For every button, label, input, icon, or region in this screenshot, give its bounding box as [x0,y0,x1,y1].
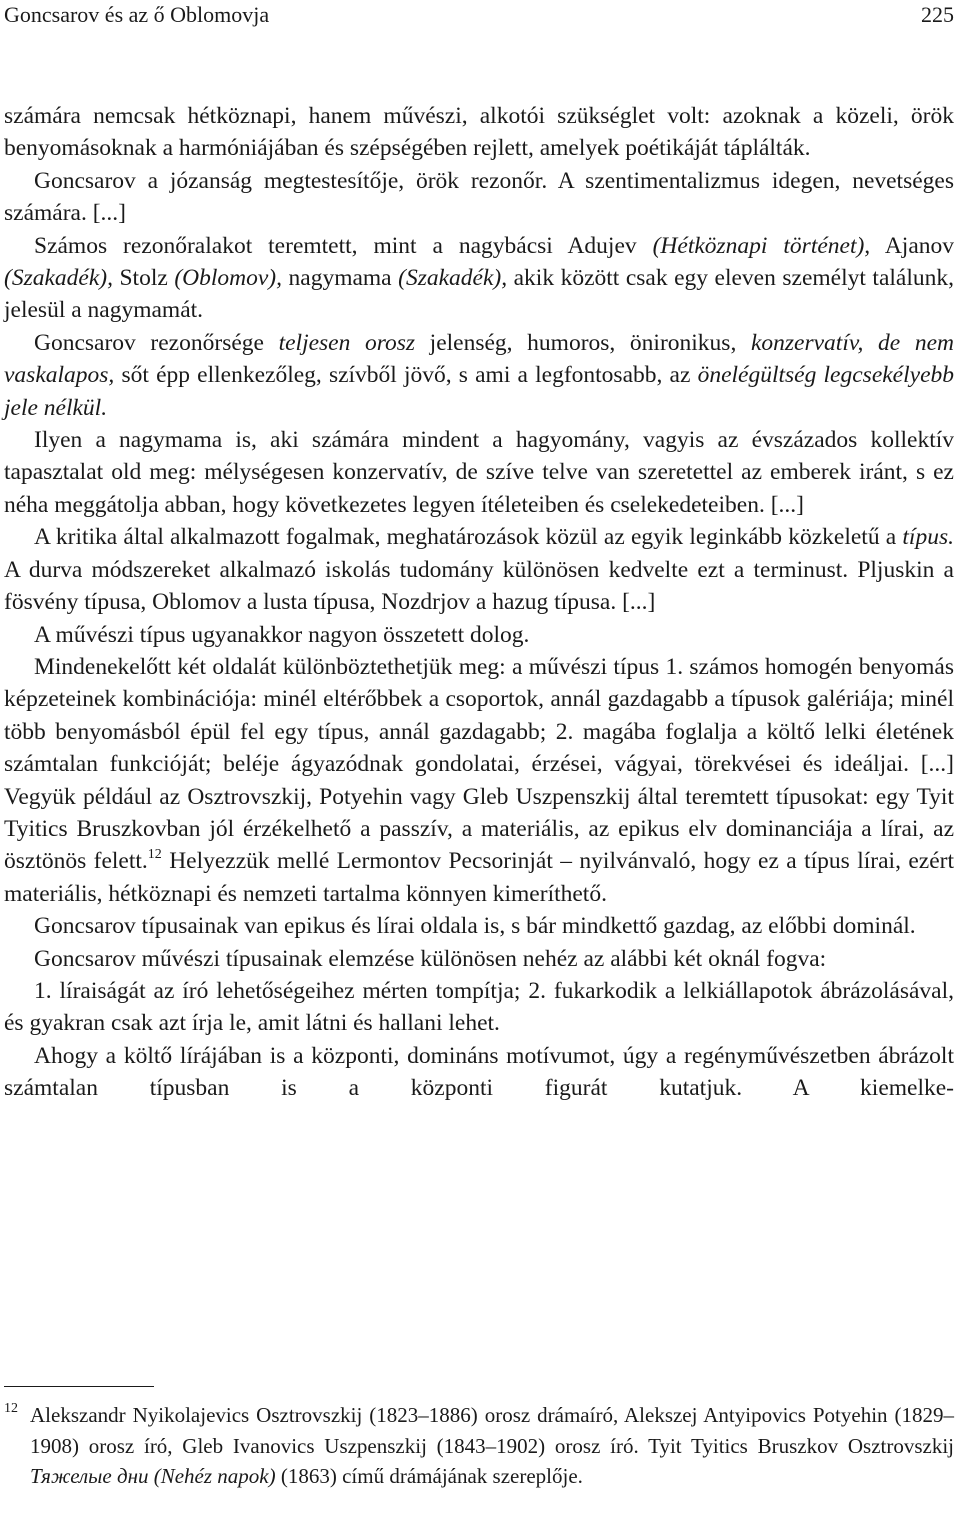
italic-text: (Szakadék), [4,265,113,292]
text-run: A művészi típus ugyanakkor nagyon összetett dolog. [34,621,530,648]
text-run: Goncsarov típusainak van epikus és lírai oldala is, s bár mindkettő gazdag, az előbbi dominál. [34,913,916,940]
italic-text: (Hétköznapi történet), [652,232,871,259]
paragraph [4,165,954,230]
text-run: jelenség, humoros, önironikus, [415,329,751,356]
paragraph [4,230,954,327]
paragraph [4,327,954,424]
paragraph [4,424,954,521]
footnote-reference: 12 [147,847,162,863]
paragraph [4,975,954,1040]
text-run: akik között csak egy eleven személyt találunk, jelesül a nagymamát. [4,265,954,324]
text-run: Goncsarov a józanság megtestesítője, örök rezonőr. A szentimentalizmus idegen, nevetséges számára. [...] [4,167,954,227]
text-run: A durva módszereket alkalmazó iskolás tudomány különösen kedvelte ezt a terminust. Pljuskin a fösvény típusa, Oblomov a lusta típusa, Nozdrjov a hazug típusa. [...] [4,556,954,616]
text-run: (1863) című drámájának szereplője. [275,1464,583,1488]
italic-text: teljesen orosz [278,329,416,356]
text-run: Goncsarov rezonőrsége [34,329,279,356]
text-run: Ilyen a nagymama is, aki számára mindent a hagyomány, vagyis az évszázados kollektív tapasztalat old meg: mélységesen konzervatív, de szíve telve van szeretettel az emberek iránt, s ez néha meggátolja abban, hogy következetes legyen ítéleteiben és cselekedeteiben. [...] [4,427,954,518]
footnote-separator [4,1386,154,1387]
text-run: Alekszandr Nyikolajevics Osztrovszkij (1823–1886) orosz drámaíró, Alekszej Antyipovics Potyehin (1829–1908) orosz író, Gleb Ivanovics Uszpenszkij (1843–1902) orosz író. Tyit Tyitics Bruszkov Osztrovszkij [30,1403,954,1458]
running-header [4,0,954,30]
running-title: Goncsarov és az ő Oblomovja [4,2,270,27]
paragraph [4,1040,954,1105]
text-run: Mindenekelőtt két oldalát különböztethetjük meg: a művészi típus 1. számos homogén benyomás képzeteinek kombinációja: minél eltérőbbek a csoportok, annál gazdagabb a típusok galériája; minél több benyomásból épül fel egy típus, annál gazdagabb; 2. magába foglalja a költő lelki életének számtalan funkcióját; beléje ágyazódnak gondolatai, érzései, vágyai, törekvései és ideáljai. [...] Vegyük például az Osztrovszkij, Potyehin vagy Gleb Uszpenszkij által teremtett típusokat: egy Tyit Tyitics Bruszkovban jól érzékelhető a passzív, a materiális, az epikus elv dominanciája a lírai, az ösztönös felett. [4,653,954,875]
text-run: 1. líraiságát az író lehetőségeihez mérten tompítja; 2. fukarkodik a lelkiállapotok ábrázolásával, és gyakran csak azt írja le, amit látni és hallani lehet. [4,977,954,1037]
text-run: Számos rezonőralakot teremtett, mint a nagybácsi Adujev [34,232,653,259]
italic-text: (Szakadék), [398,265,508,292]
text-run: Helyezzük mellé Lermontov Pecsorinját – nyilvánvaló, hogy ez a típus lírai, ezért materiális, hétköznapi és nemzeti tartalma könnyen kimeríthető. [4,848,954,907]
italic-text: önelégültség legcsekélyebb jele nélkül. [4,362,954,421]
text-run: számára nemcsak hétköznapi, hanem művészi, alkotói szükséglet volt: azoknak a közeli, örök benyomásoknak a harmóniájában és szépségében rejlett, amelyek poétikáját táplálták. [4,103,954,162]
footnote-text [30,1400,954,1492]
text-run: Ajanov [870,232,955,259]
text-run: sőt épp ellenkezőleg, szívből jövő, s ami a legfontosabb, az [114,362,698,389]
text-run: A kritika által alkalmazott fogalmak, meghatározások közül az egyik leginkább közkeletű a [34,524,903,551]
text-run: nagymama [282,265,399,292]
footnote [4,1400,954,1492]
paragraph [4,619,954,651]
italic-text: (Oblomov), [174,265,282,292]
paragraph [4,521,954,618]
text-run: Ahogy a költő lírájában is a központi, domináns motívumot, úgy a regényművészetben ábrázolt számtalan típusban is a központi figurát kutatjuk. A kiemelke- [4,1042,954,1102]
paragraph [4,943,954,975]
paragraph [4,100,954,165]
footnote-number: 12 [4,1401,18,1416]
paragraph [4,910,954,942]
text-run: Stolz [112,265,175,292]
italic-text: konzervatív, de nem vaskalapos, [4,329,954,389]
body-text [4,100,954,1105]
italic-text: Тяжелые дни (Nehéz napok) [30,1464,276,1488]
paragraph [4,651,954,910]
page-number: 225 [921,2,954,27]
italic-text: típus. [902,524,954,551]
text-run: Goncsarov művészi típusainak elemzése különösen nehéz az alábbi két oknál fogva: [34,945,827,972]
